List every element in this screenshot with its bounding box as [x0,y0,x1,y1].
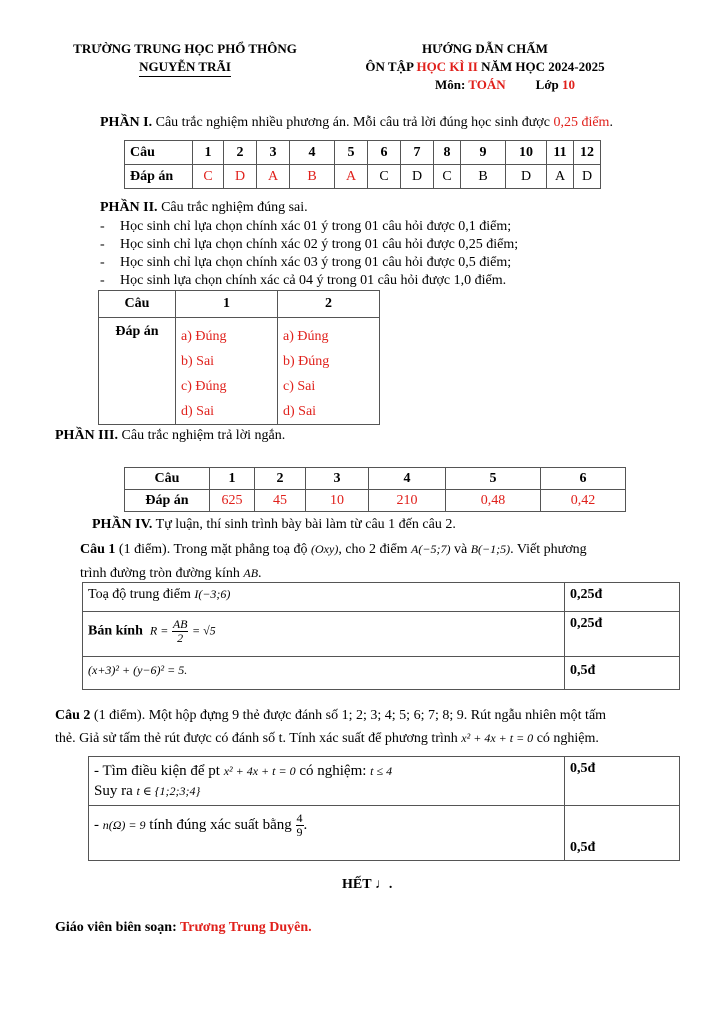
part1-period: . [609,115,613,130]
q2-statement-line2 [55,729,599,748]
end-mark: HẾT ♩. [342,877,393,892]
rule-text: Học sinh chỉ lựa chọn chính xác 02 ý trong 01 câu hỏi được 0,25 điểm; [120,237,519,252]
q1-ask2: trình đường tròn đường kính [80,566,244,581]
author-name: Trương Trung Duyên. [180,920,312,935]
q2-line2-end: có nghiệm. [533,731,599,746]
q1-statement-line2 [80,564,262,583]
answer-item: c) Sai [283,379,316,394]
q2-answers [278,318,380,425]
q-cell: 9 [461,141,506,165]
grade-value: 10 [562,77,576,92]
review-highlight: HỌC KÌ II [416,59,478,74]
table-row [125,165,601,189]
solution-step [89,806,565,861]
q1-label: Câu 1 [80,542,116,557]
step-equation: x² + 4x + t = 0 [223,764,296,778]
table-row [125,141,601,165]
answer-cell: C [193,165,224,189]
answer-item: a) Đúng [181,329,227,344]
row-label: Đáp án [99,318,176,425]
table-row [89,806,680,861]
row-label: Câu [125,468,210,490]
q2-line2: thẻ. Giả sử tấm thẻ rút được có đánh số t. Tính xác suất để phương trình [55,731,462,746]
col-header: 2 [278,291,380,318]
q-cell: 6 [368,141,401,165]
q1-ask1: . Viết phương [510,542,587,557]
step-points: 0,5đ [565,806,680,861]
answer-cell: 10 [306,490,369,512]
step-set: t ∈ {1;2;3;4} [136,784,201,798]
q-cell: 6 [541,468,626,490]
q-cell: 5 [335,141,368,165]
step-math: I(−3;6) [194,587,231,601]
step-text: Toạ độ trung điểm [88,587,195,602]
row-label: Đáp án [125,165,193,189]
q-cell: 12 [574,141,601,165]
circle-equation: (x+3)² + (y−6)² = 5. [88,663,188,677]
step-points: 0,25đ [565,583,680,612]
step-text: Suy ra [94,783,137,799]
fraction-denominator: 2 [177,631,184,645]
part3-answer-table [124,467,626,512]
answer-cell: A [547,165,574,189]
q-cell: 1 [193,141,224,165]
step-condition: t ≤ 4 [370,764,393,778]
part2-heading [100,199,308,217]
doc-header [330,40,640,94]
rule-text: Học sinh chỉ lựa chọn chính xác 03 ý trong 01 câu hỏi được 0,5 điểm; [120,255,512,270]
col-header: Câu [99,291,176,318]
q-cell: 4 [369,468,446,490]
step-text: - [94,816,103,833]
q2-statement-line1 [55,707,606,725]
step-text: tính đúng xác suất bằng [145,816,296,833]
q-cell: 2 [255,468,306,490]
table-row [83,657,680,690]
answer-cell: 625 [210,490,255,512]
answer-item: c) Đúng [181,379,227,394]
radius-value: = √5 [191,623,216,638]
q2-solution-table [88,756,680,861]
q1-statement-line1 [80,540,587,559]
q1-ab: AB [243,566,259,580]
solution-step [83,657,565,690]
fraction-numerator: 4 [296,811,303,825]
answer-cell: C [368,165,401,189]
step-points: 0,5đ [565,757,680,806]
q1-mid: , cho 2 điểm [338,542,412,557]
part4-text: Tự luận, thí sinh trình bày bài làm từ câu 1 đến câu 2. [152,517,456,532]
table-row [83,583,680,612]
solution-step [89,757,565,806]
school-line2: NGUYỄN TRÃI [139,58,231,77]
q-cell: 5 [446,468,541,490]
q-cell: 1 [210,468,255,490]
part4-heading [92,516,456,534]
step-points: 0,5đ [565,657,680,690]
step-text: có nghiệm: [295,763,371,779]
part1-text: Câu trắc nghiệm nhiều phương án. Mỗi câu trả lời đúng học sinh được [152,115,554,130]
q-cell: 11 [547,141,574,165]
answer-item: b) Sai [181,354,215,369]
q2-solution-table-wrap [88,756,680,861]
part3-text: Câu trắc nghiệm trả lời ngắn. [118,428,286,443]
answer-cell: 0,48 [446,490,541,512]
part2-answer-table [98,290,380,425]
part2-title: PHẦN II. [100,200,158,215]
review-suffix: NĂM HỌC 2024-2025 [477,59,605,74]
q1-oxy: (Oxy) [311,542,339,556]
rule-text: Học sinh lựa chọn chính xác cả 04 ý trong 01 câu hỏi được 1,0 điểm. [120,273,507,288]
q-cell: 3 [306,468,369,490]
probability-fraction [296,812,304,839]
q1-ab-dot: . [258,566,262,581]
q-cell: 7 [401,141,434,165]
rule-item: - Học sinh chỉ lựa chọn chính xác 03 ý trong 01 câu hỏi được 0,5 điểm; [100,255,512,270]
answer-item: d) Sai [181,404,215,419]
author-line [55,919,312,937]
answer-cell: D [224,165,257,189]
solution-step [83,612,565,657]
q1-solution-table-wrap [82,582,680,690]
q1-intro: (1 điểm). Trong mặt phẳng toạ độ [115,542,312,557]
q1-answers [176,318,278,425]
part3-heading [55,427,285,445]
q-cell: 4 [290,141,335,165]
table-row [89,757,680,806]
radius-symbol: R = [149,623,169,638]
answer-item: a) Đúng [283,329,329,344]
author-label: Giáo viên biên soạn: [55,920,180,935]
answer-item: d) Sai [283,404,317,419]
sample-space: n(Ω) = 9 [102,817,146,832]
table-row [125,468,626,490]
radius-fraction [172,618,189,645]
q1-solution-table [82,582,680,690]
review-line [330,58,640,76]
answer-cell: D [401,165,434,189]
table-row [99,318,380,425]
answer-cell: A [335,165,368,189]
rule-item: - Học sinh chỉ lựa chọn chính xác 02 ý trong 01 câu hỏi được 0,25 điểm; [100,237,519,252]
col-header: 1 [176,291,278,318]
solution-step [83,583,565,612]
q2-equation: x² + 4x + t = 0 [461,731,534,745]
part1-answer-table [124,140,601,189]
table-row [99,291,380,318]
doc-title: HƯỚNG DẪN CHẤM [422,41,548,56]
answer-cell: 0,42 [541,490,626,512]
step-text: - Tìm điều kiện để pt [94,763,224,779]
step-label: Bán kính [88,623,143,639]
answer-cell: D [506,165,547,189]
step-points: 0,25đ [565,612,680,657]
part1-heading [100,114,613,132]
answer-cell: 45 [255,490,306,512]
table-row [83,612,680,657]
answer-cell: C [434,165,461,189]
answer-cell: B [290,165,335,189]
part1-points: 0,25 điểm [553,115,610,130]
answer-cell: D [574,165,601,189]
q2-label: Câu 2 [55,708,91,723]
subject-value: TOÁN [468,77,506,92]
school-header [40,40,330,77]
q1-and: và [450,542,471,557]
row-label: Đáp án [125,490,210,512]
q-cell: 8 [434,141,461,165]
row-label: Câu [125,141,193,165]
q2-line1: (1 điểm). Một hộp đựng 9 thẻ được đánh số 1; 2; 3; 4; 5; 6; 7; 8; 9. Rút ngẫu nhiên một tấm [90,708,607,723]
answer-cell: A [257,165,290,189]
rule-item: - Học sinh chỉ lựa chọn chính xác 01 ý trong 01 câu hỏi được 0,1 điểm; [100,219,512,234]
q-cell: 3 [257,141,290,165]
rule-item: - Học sinh lựa chọn chính xác cả 04 ý trong 01 câu hỏi được 1,0 điểm. [100,273,507,288]
part3-title: PHẦN III. [55,428,119,443]
answer-cell: B [461,165,506,189]
fraction-denominator: 9 [296,825,303,839]
subject-label: Môn: [434,77,469,92]
rule-text: Học sinh chỉ lựa chọn chính xác 01 ý trong 01 câu hỏi được 0,1 điểm; [120,219,512,234]
q1-point-b: B(−1;5) [470,542,511,556]
grade-label: Lớp [535,77,563,92]
review-prefix: ÔN TẬP [365,59,417,74]
q1-point-a: A(−5;7) [411,542,451,556]
fraction-numerator: AB [172,617,188,631]
subject-line [330,76,640,94]
part2-text: Câu trắc nghiệm đúng sai. [157,200,308,215]
school-line1: TRƯỜNG TRUNG HỌC PHỔ THÔNG [73,41,297,56]
step-dot: . [303,816,308,833]
answer-cell: 210 [369,490,446,512]
q-cell: 10 [506,141,547,165]
table-row [125,490,626,512]
part1-title: PHẦN I. [100,115,153,130]
part4-title: PHẦN IV. [92,517,153,532]
q-cell: 2 [224,141,257,165]
answer-item: b) Đúng [283,354,330,369]
